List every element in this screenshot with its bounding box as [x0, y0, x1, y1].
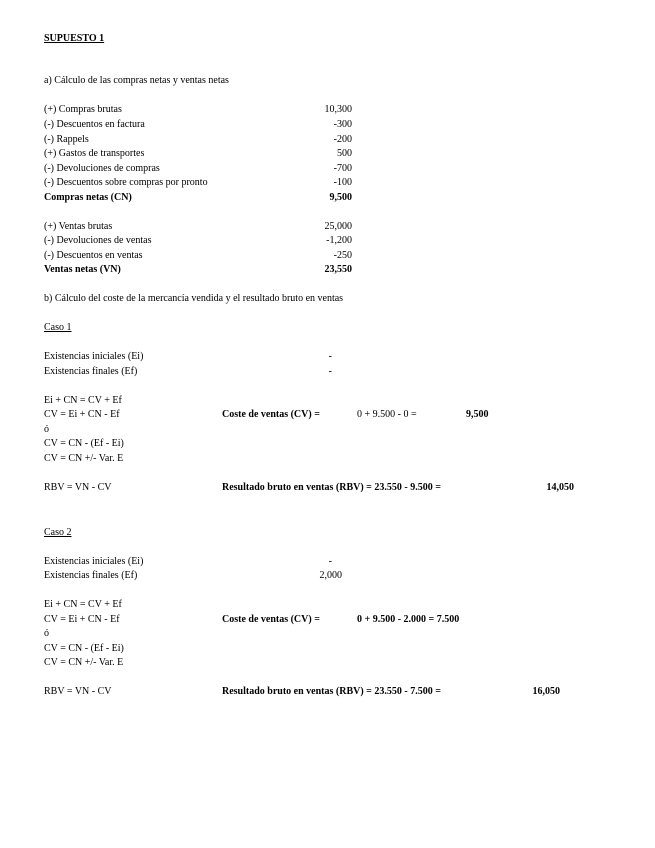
compras-row-value: -100 — [333, 177, 352, 188]
compras-row-value: 500 — [337, 148, 352, 159]
ventas-row-label: (-) Devoluciones de ventas — [44, 235, 152, 246]
caso-2-title: Caso 2 — [44, 527, 72, 538]
coste-ventas-calc: 0 + 9.500 - 2.000 = 7.500 — [357, 614, 460, 625]
compras-row-label: (-) Devoluciones de compras — [44, 163, 160, 174]
ei-label: Existencias iniciales (Ei) — [44, 556, 144, 567]
ventas-total-value: 23,550 — [324, 264, 352, 275]
ventas-total-label: Ventas netas (VN) — [44, 264, 121, 275]
rbv-value: 14,050 — [546, 482, 574, 493]
caso-1-title: Caso 1 — [44, 322, 72, 333]
compras-row-label: (-) Descuentos sobre compras por pronto — [44, 177, 208, 188]
ventas-row-label: (-) Descuentos en ventas — [44, 250, 143, 261]
ventas-row-label: (+) Ventas brutas — [44, 221, 113, 232]
rbv-formula: RBV = VN - CV — [44, 482, 112, 493]
compras-row-value: -700 — [333, 163, 352, 174]
ei-value: - — [328, 556, 332, 567]
ei-label: Existencias iniciales (Ei) — [44, 351, 144, 362]
formula-4: CV = CN +/- Var. E — [44, 657, 124, 668]
rbv-formula: RBV = VN - CV — [44, 686, 112, 697]
page-title: SUPUESTO 1 — [44, 33, 105, 44]
formula-1: Ei + CN = CV + Ef — [44, 395, 122, 406]
rbv-value: 16,050 — [532, 686, 560, 697]
ef-value: - — [328, 366, 332, 377]
rbv-label: Resultado bruto en ventas (RBV) = 23.550 - 9.500 = — [222, 482, 441, 493]
ventas-row-value: -250 — [333, 250, 352, 261]
formula-3: CV = CN - (Ef - Ei) — [44, 643, 124, 654]
or-text: ó — [44, 424, 49, 435]
compras-row-value: 10,300 — [324, 104, 352, 115]
coste-ventas-calc: 0 + 9.500 - 0 = — [357, 409, 417, 420]
compras-row-label: (+) Gastos de transportes — [44, 148, 145, 159]
formula-1: Ei + CN = CV + Ef — [44, 599, 122, 610]
compras-total-label: Compras netas (CN) — [44, 192, 132, 203]
formula-4: CV = CN +/- Var. E — [44, 453, 124, 464]
compras-row-label: (-) Rappels — [44, 134, 89, 145]
section-a-heading: a) Cálculo de las compras netas y ventas netas — [44, 75, 229, 86]
compras-row-label: (+) Compras brutas — [44, 104, 122, 115]
compras-row-value: -300 — [333, 119, 352, 130]
coste-ventas-value: 9,500 — [466, 409, 489, 420]
formula-2: CV = Ei + CN - Ef — [44, 614, 120, 625]
compras-total-value: 9,500 — [329, 192, 352, 203]
ventas-row-value: -1,200 — [326, 235, 352, 246]
compras-row-value: -200 — [333, 134, 352, 145]
compras-row-label: (-) Descuentos en factura — [44, 119, 145, 130]
ef-label: Existencias finales (Ef) — [44, 570, 138, 581]
ei-value: - — [328, 351, 332, 362]
formula-3: CV = CN - (Ef - Ei) — [44, 438, 124, 449]
rbv-label: Resultado bruto en ventas (RBV) = 23.550 - 7.500 = — [222, 686, 441, 697]
ef-value: 2,000 — [319, 570, 342, 581]
ef-label: Existencias finales (Ef) — [44, 366, 138, 377]
ventas-row-value: 25,000 — [324, 221, 352, 232]
coste-ventas-label: Coste de ventas (CV) = — [222, 409, 320, 420]
formula-2: CV = Ei + CN - Ef — [44, 409, 120, 420]
coste-ventas-label: Coste de ventas (CV) = — [222, 614, 320, 625]
or-text: ó — [44, 628, 49, 639]
section-b-heading: b) Cálculo del coste de la mercancía vendida y el resultado bruto en ventas — [44, 293, 344, 304]
